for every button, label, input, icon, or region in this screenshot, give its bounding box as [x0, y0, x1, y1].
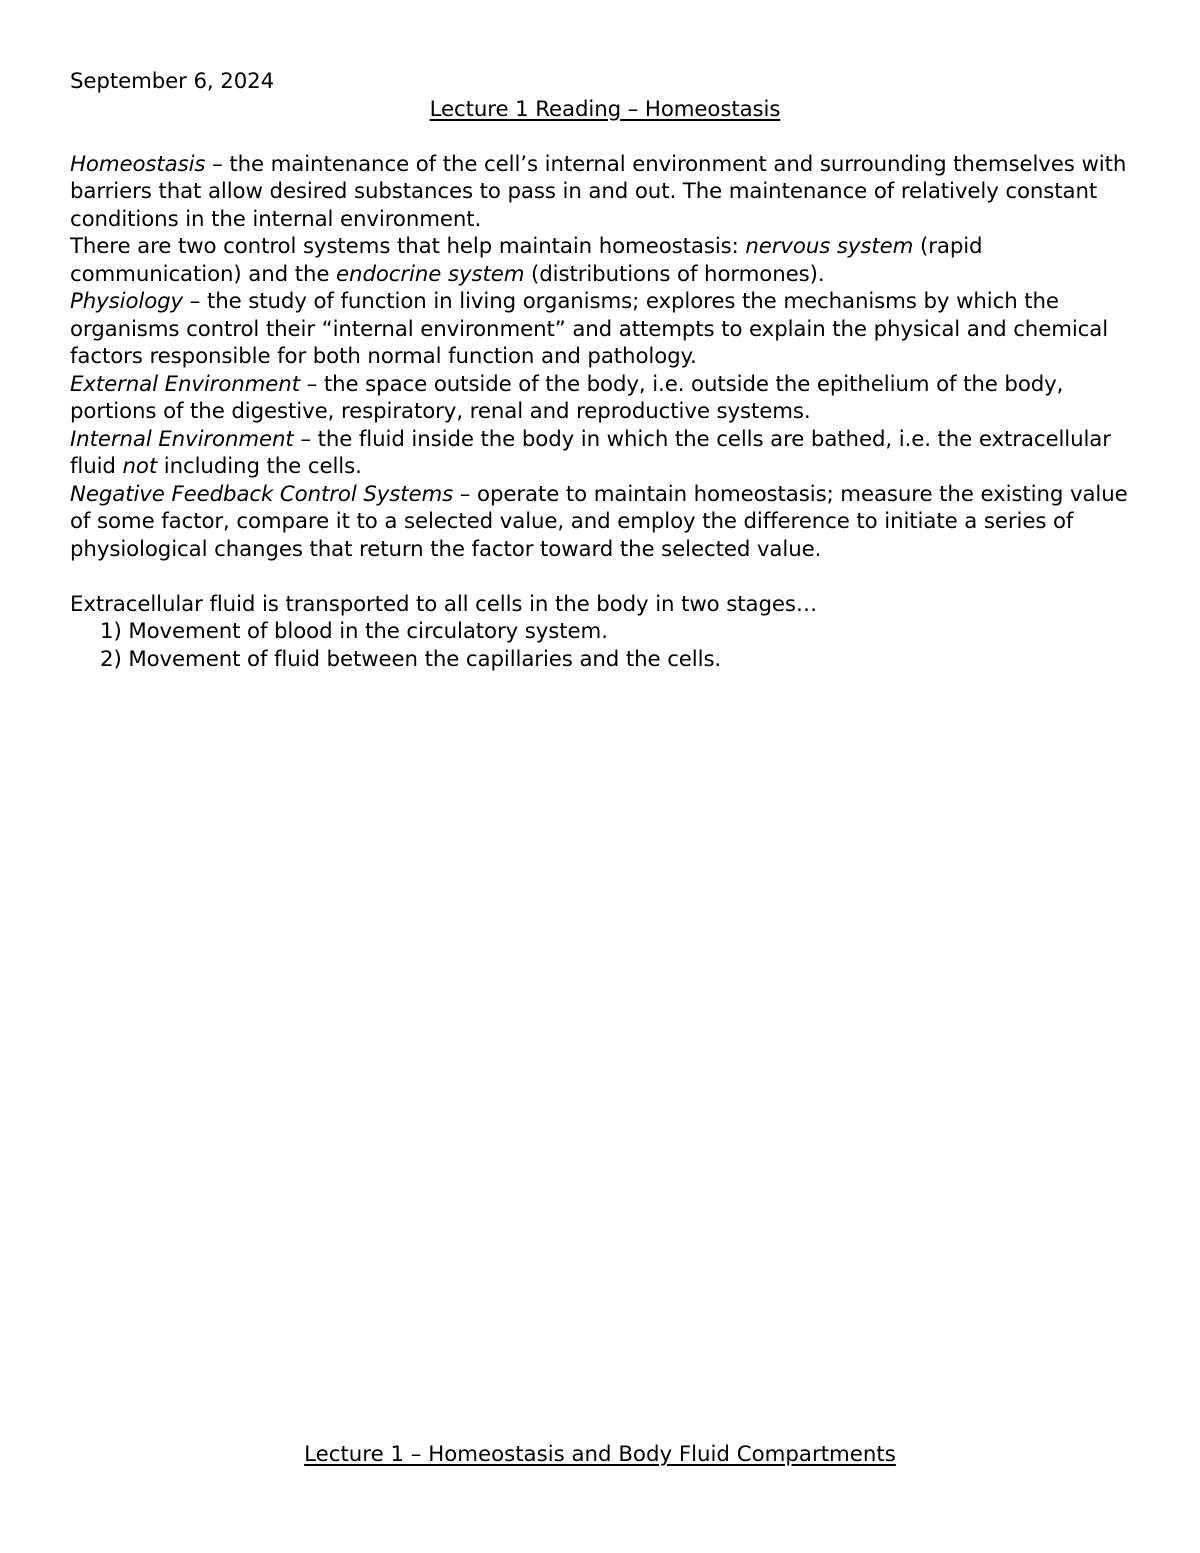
list-item-text: Movement of blood in the circulatory system. [128, 619, 608, 644]
definition-homeostasis-text: – the maintenance of the cell’s internal environment and surrounding themselves with barriers that allow desired substances to pass in and out. The maintenance of relatively constant conditions in the internal environment. [70, 151, 1127, 232]
definition-external-environment-text: – the space outside of the body, i.e. outside the epithelium of the body, portions of the digestive, respiratory, renal and reproductive systems. [70, 371, 1064, 424]
blank-line [70, 563, 1140, 591]
term-external-environment: External Environment [70, 371, 300, 397]
transport-intro: Extracellular fluid is transported to all cells in the body in two stages… [70, 591, 818, 617]
definition-physiology [70, 288, 1140, 371]
definition-internal-environment-pre: – the fluid inside the body in which the cells are bathed, i.e. the extracellular fluid [70, 426, 1111, 479]
section-heading: Lecture 1 – Homeostasis and Body Fluid Compartments [304, 1442, 896, 1467]
definition-external-environment [70, 371, 1140, 426]
definition-internal-environment-post: including the cells. [157, 454, 362, 479]
list-item-text: Movement of fluid between the capillaries and the cells. [128, 646, 722, 672]
document-date: September 6, 2024 [70, 69, 275, 94]
reading-title [70, 96, 1140, 124]
term-nervous-system: nervous system [745, 234, 914, 259]
control-systems-paragraph [70, 233, 1140, 288]
definition-negative-feedback [70, 481, 1140, 564]
term-negative-feedback: Negative Feedback Control Systems [70, 481, 454, 507]
definition-internal-environment [70, 426, 1140, 481]
term-physiology: Physiology [70, 289, 184, 314]
document-page [70, 68, 1140, 673]
control-systems-post: (distributions of hormones). [524, 261, 825, 287]
blank-line [70, 123, 1140, 151]
list-item [100, 646, 1140, 674]
term-homeostasis: Homeostasis [70, 151, 206, 177]
reading-title-text: Lecture 1 Reading – Homeostasis [429, 96, 781, 122]
list-marker: 1) [100, 619, 122, 644]
control-systems-pre: There are two control systems that help maintain homeostasis: [70, 234, 746, 259]
control-systems-mid: (rapid communication) and the [70, 234, 983, 287]
definition-negative-feedback-text: – operate to maintain homeostasis; measure the existing value of some factor, compare it to a selected value, and employ the difference to initiate a series of physiological changes that return the factor toward the selected value. [70, 481, 1128, 562]
term-endocrine-system: endocrine system [336, 261, 525, 287]
list-marker: 2) [100, 646, 122, 672]
emphasis-not: not [122, 454, 158, 479]
list-item [100, 618, 1140, 646]
transport-stages-list [70, 618, 1140, 673]
definition-physiology-text: – the study of function in living organisms; explores the mechanisms by which the organisms control their “internal environment” and attempts to explain the physical and chemical factors responsible for both normal function and pathology. [70, 289, 1109, 369]
definition-homeostasis [70, 151, 1140, 234]
term-internal-environment: Internal Environment [70, 426, 294, 452]
